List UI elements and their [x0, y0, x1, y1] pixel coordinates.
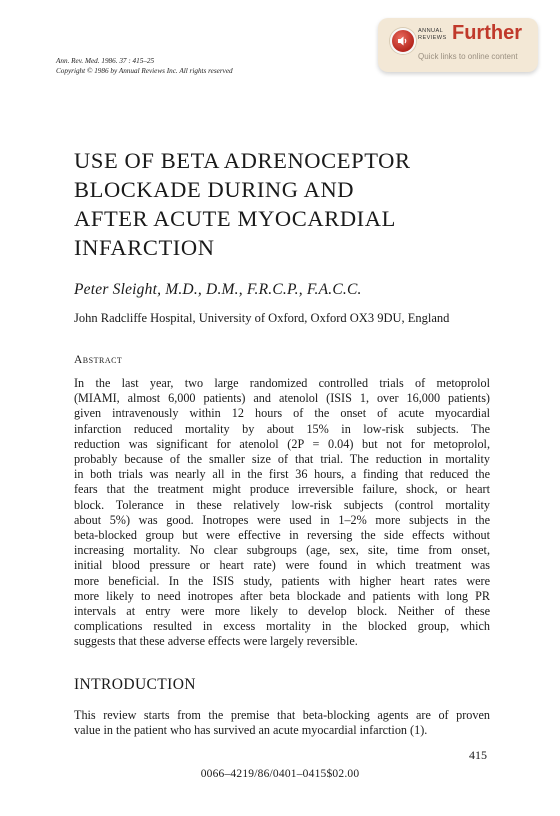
title-line: BLOCKADE DURING AND [74, 177, 355, 202]
speaker-icon [390, 28, 416, 54]
abstract-line: reduction was significant for atenolol (2P = 0.04) but not for metoprolol, [74, 436, 490, 451]
annual-reviews-logo [418, 28, 447, 41]
abstract-line: given intravenously within 12 hours of the onset of acute myocardial [74, 406, 490, 421]
page-number: 415 [469, 748, 487, 762]
abstract-line: beta-blocked group but were effective in reversing the side effects without [74, 528, 490, 543]
abstract-line: initial blood pressure or heart rate) were found in which treatment was [74, 558, 490, 573]
introduction-line: This review starts from the premise that beta-blocking agents are of proven [74, 708, 490, 722]
citation-line: Ann. Rev. Med. 1986. 37 : 415–25 [56, 57, 155, 65]
abstract-line: more likely to need inotropes after beta blockade and patients with long PR [74, 588, 490, 603]
abstract-line: (MIAMI, almost 6,000 patients) and atenolol (ISIS 1, over 16,000 patients) [74, 391, 490, 406]
title-line: INFARCTION [74, 235, 215, 260]
abstract-line: probably because of the smaller size of that trial. The reduction in mortality [74, 452, 490, 467]
abstract-line: infarction reduced mortality by about 15% in low-risk subjects. The [74, 421, 490, 436]
introduction-line: value in the patient who has survived an acute myocardial infarction (1). [74, 723, 428, 738]
quick-links-label: Quick links to online content [418, 52, 518, 61]
abstract-line: about 5%) was good. Inotropes were used in 1–2% more subjects in the [74, 512, 490, 527]
introduction-body [74, 708, 490, 738]
abstract-line: suggests that these adverse effects were largely reversible. [74, 634, 358, 649]
article-title [74, 146, 494, 262]
abstract-line: In the last year, two large randomized controlled trials of metoprolol [74, 376, 490, 390]
abstract-line: intervals at entry were more likely to develop block. Neither of these [74, 604, 490, 619]
abstract-heading: Abstract [74, 354, 123, 366]
title-line: USE OF BETA ADRENOCEPTOR [74, 148, 411, 173]
brand-line: REVIEWS [418, 34, 447, 41]
abstract-line: fears that the treatment might produce irreversible failure, shock, or heart [74, 482, 490, 497]
brand-line: ANNUAL [418, 28, 444, 34]
abstract-line: block. Tolerance in these relatively low-risk subjects (control mortality [74, 497, 490, 512]
copyright-code: 0066–4219/86/0401–0415$02.00 [200, 768, 360, 780]
abstract-line: in both trials was nearly all in the first 36 hours, a finding that reduced the [74, 467, 490, 482]
abstract-line: more beneficial. In the ISIS study, patients with higher heart rates were [74, 573, 490, 588]
abstract-body [74, 376, 490, 650]
further-title: Further [452, 22, 522, 44]
abstract-line: increasing mortality. No clear subgroups (age, sex, site, time from onset, [74, 543, 490, 558]
further-links-badge[interactable] [378, 18, 538, 72]
copyright-line: Copyright © 1986 by Annual Reviews Inc. All rights reserved [56, 67, 233, 75]
introduction-heading: INTRODUCTION [74, 676, 196, 693]
author-affiliation: John Radcliffe Hospital, University of Oxford, Oxford OX3 9DU, England [74, 311, 450, 325]
title-line: AFTER ACUTE MYOCARDIAL [74, 206, 396, 231]
abstract-line: complications resulted in excess mortality in the blocked group, which [74, 619, 490, 634]
journal-citation [56, 56, 233, 76]
author-name: Peter Sleight, M.D., D.M., F.R.C.P., F.A.C.C. [74, 281, 362, 298]
